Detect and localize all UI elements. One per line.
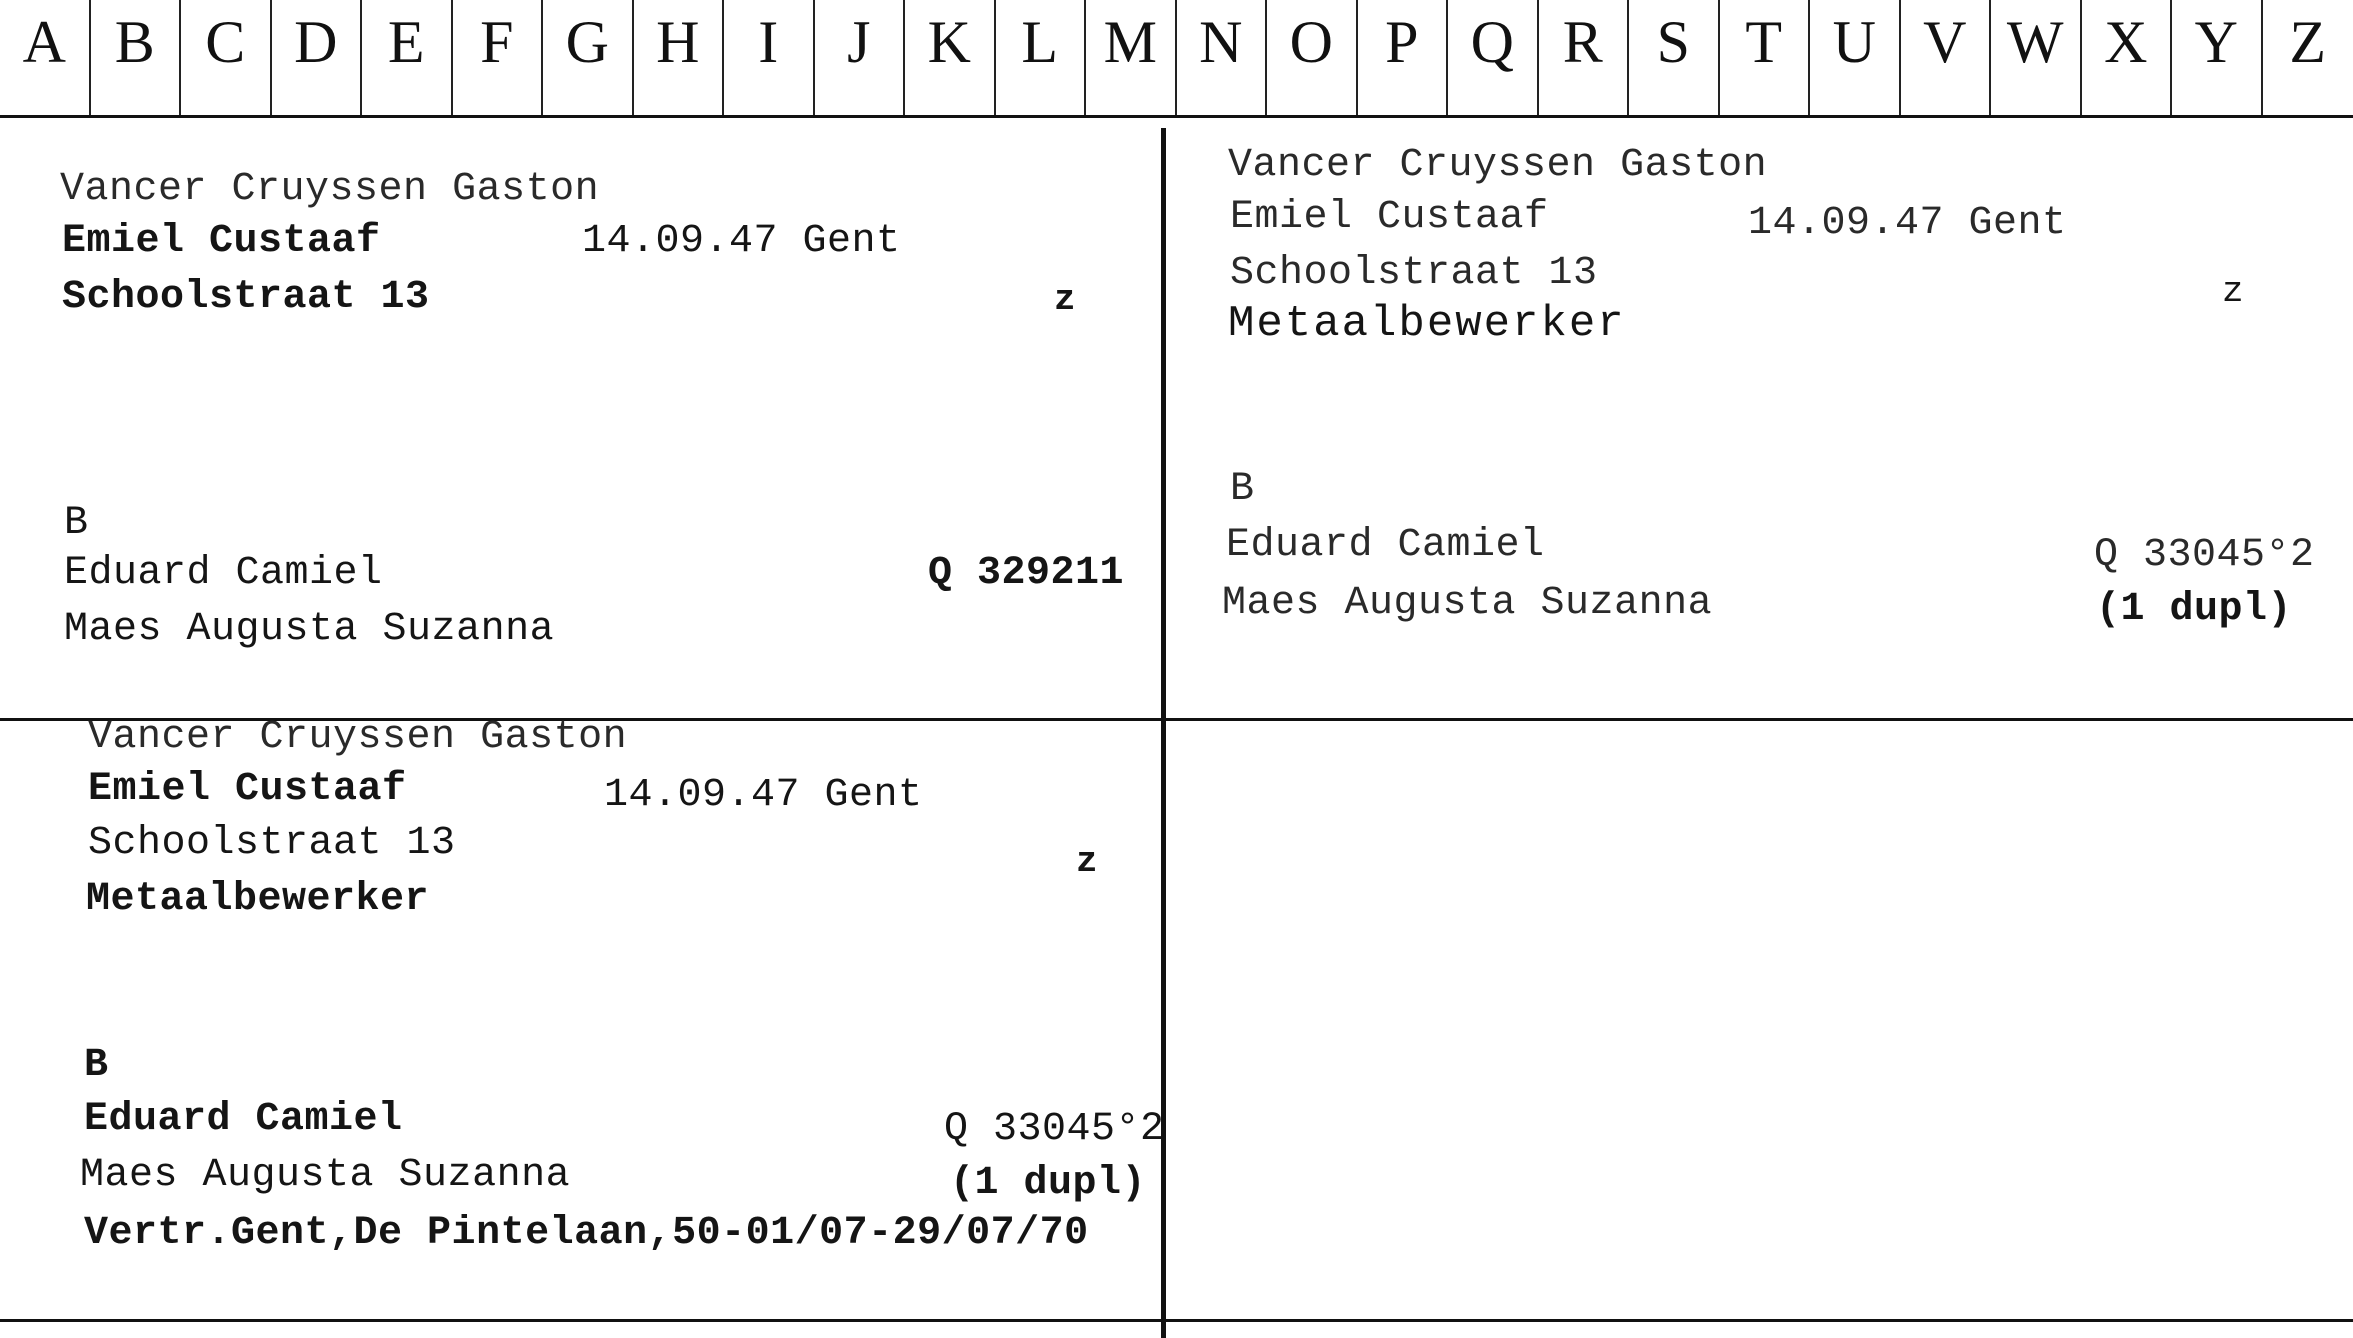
alphabet-letter-x: X: [2082, 0, 2173, 115]
card-address: Schoolstraat 13: [88, 821, 456, 866]
card-address: Schoolstraat 13: [62, 275, 430, 320]
alphabet-letter-d: D: [272, 0, 363, 115]
alphabet-letter-h: H: [634, 0, 725, 115]
alphabet-letter-q: Q: [1448, 0, 1539, 115]
alphabet-index: [0, 0, 2353, 118]
card-category: B: [1230, 467, 1255, 512]
alphabet-letter-u: U: [1810, 0, 1901, 115]
alphabet-letter-m: M: [1086, 0, 1177, 115]
alphabet-letter-e: E: [362, 0, 453, 115]
card-father: Eduard Camiel: [84, 1097, 403, 1142]
card-father: Eduard Camiel: [64, 551, 383, 596]
alphabet-letter-b: B: [91, 0, 182, 115]
alphabet-letter-p: P: [1358, 0, 1449, 115]
alphabet-letter-o: O: [1267, 0, 1358, 115]
card-number: Q 33045°2: [2094, 533, 2315, 578]
card-number: Q 329211: [928, 551, 1125, 596]
alphabet-letter-j: J: [815, 0, 906, 115]
card-given-names: Emiel Custaaf: [88, 767, 407, 812]
card-mother: Maes Augusta Suzanna: [80, 1153, 571, 1198]
card-birth: 14.09.47 Gent: [604, 773, 923, 818]
card-mark: z: [2222, 271, 2245, 312]
alphabet-letter-r: R: [1539, 0, 1630, 115]
card-name: Vancer Cruyssen Gaston: [1228, 143, 1768, 188]
card-category: B: [84, 1043, 109, 1088]
alphabet-letter-n: N: [1177, 0, 1268, 115]
card-mother: Maes Augusta Suzanna: [64, 607, 555, 652]
card-birth: 14.09.47 Gent: [582, 219, 901, 264]
card-duplicate: (1 dupl): [2096, 587, 2293, 632]
card-mark: z: [1076, 841, 1099, 882]
alphabet-letter-g: G: [543, 0, 634, 115]
card-category: B: [64, 501, 89, 546]
alphabet-letter-w: W: [1991, 0, 2082, 115]
card-given-names: Emiel Custaaf: [1230, 195, 1549, 240]
alphabet-letter-v: V: [1901, 0, 1992, 115]
card-father: Eduard Camiel: [1226, 523, 1545, 568]
card-note: Vertr.Gent,De Pintelaan,50-01/07-29/07/70: [84, 1211, 1089, 1256]
card-given-names: Emiel Custaaf: [62, 219, 381, 264]
alphabet-letter-y: Y: [2172, 0, 2263, 115]
alphabet-letter-l: L: [996, 0, 1087, 115]
bottom-divider: [0, 1319, 2353, 1322]
card-number: Q 33045°2: [944, 1107, 1165, 1152]
alphabet-letter-i: I: [724, 0, 815, 115]
card-occupation: Metaalbewerker: [86, 877, 430, 922]
alphabet-letter-k: K: [905, 0, 996, 115]
alphabet-letter-s: S: [1629, 0, 1720, 115]
card-birth: 14.09.47 Gent: [1748, 201, 2067, 246]
alphabet-letter-a: A: [0, 0, 91, 115]
alphabet-letter-z: Z: [2289, 9, 2327, 75]
vertical-divider: [1161, 128, 1166, 1338]
alphabet-letter-f: F: [453, 0, 544, 115]
card-address: Schoolstraat 13: [1230, 251, 1598, 296]
card-occupation: Metaalbewerker: [1228, 299, 1626, 349]
card-name: Vancer Cruyssen Gaston: [88, 715, 628, 760]
card-mark: z: [1054, 279, 1077, 320]
card-mother: Maes Augusta Suzanna: [1222, 581, 1713, 626]
alphabet-letter-t: T: [1720, 0, 1811, 115]
alphabet-letter-c: C: [181, 0, 272, 115]
card-name: Vancer Cruyssen Gaston: [60, 167, 600, 212]
card-duplicate: (1 dupl): [950, 1161, 1147, 1206]
